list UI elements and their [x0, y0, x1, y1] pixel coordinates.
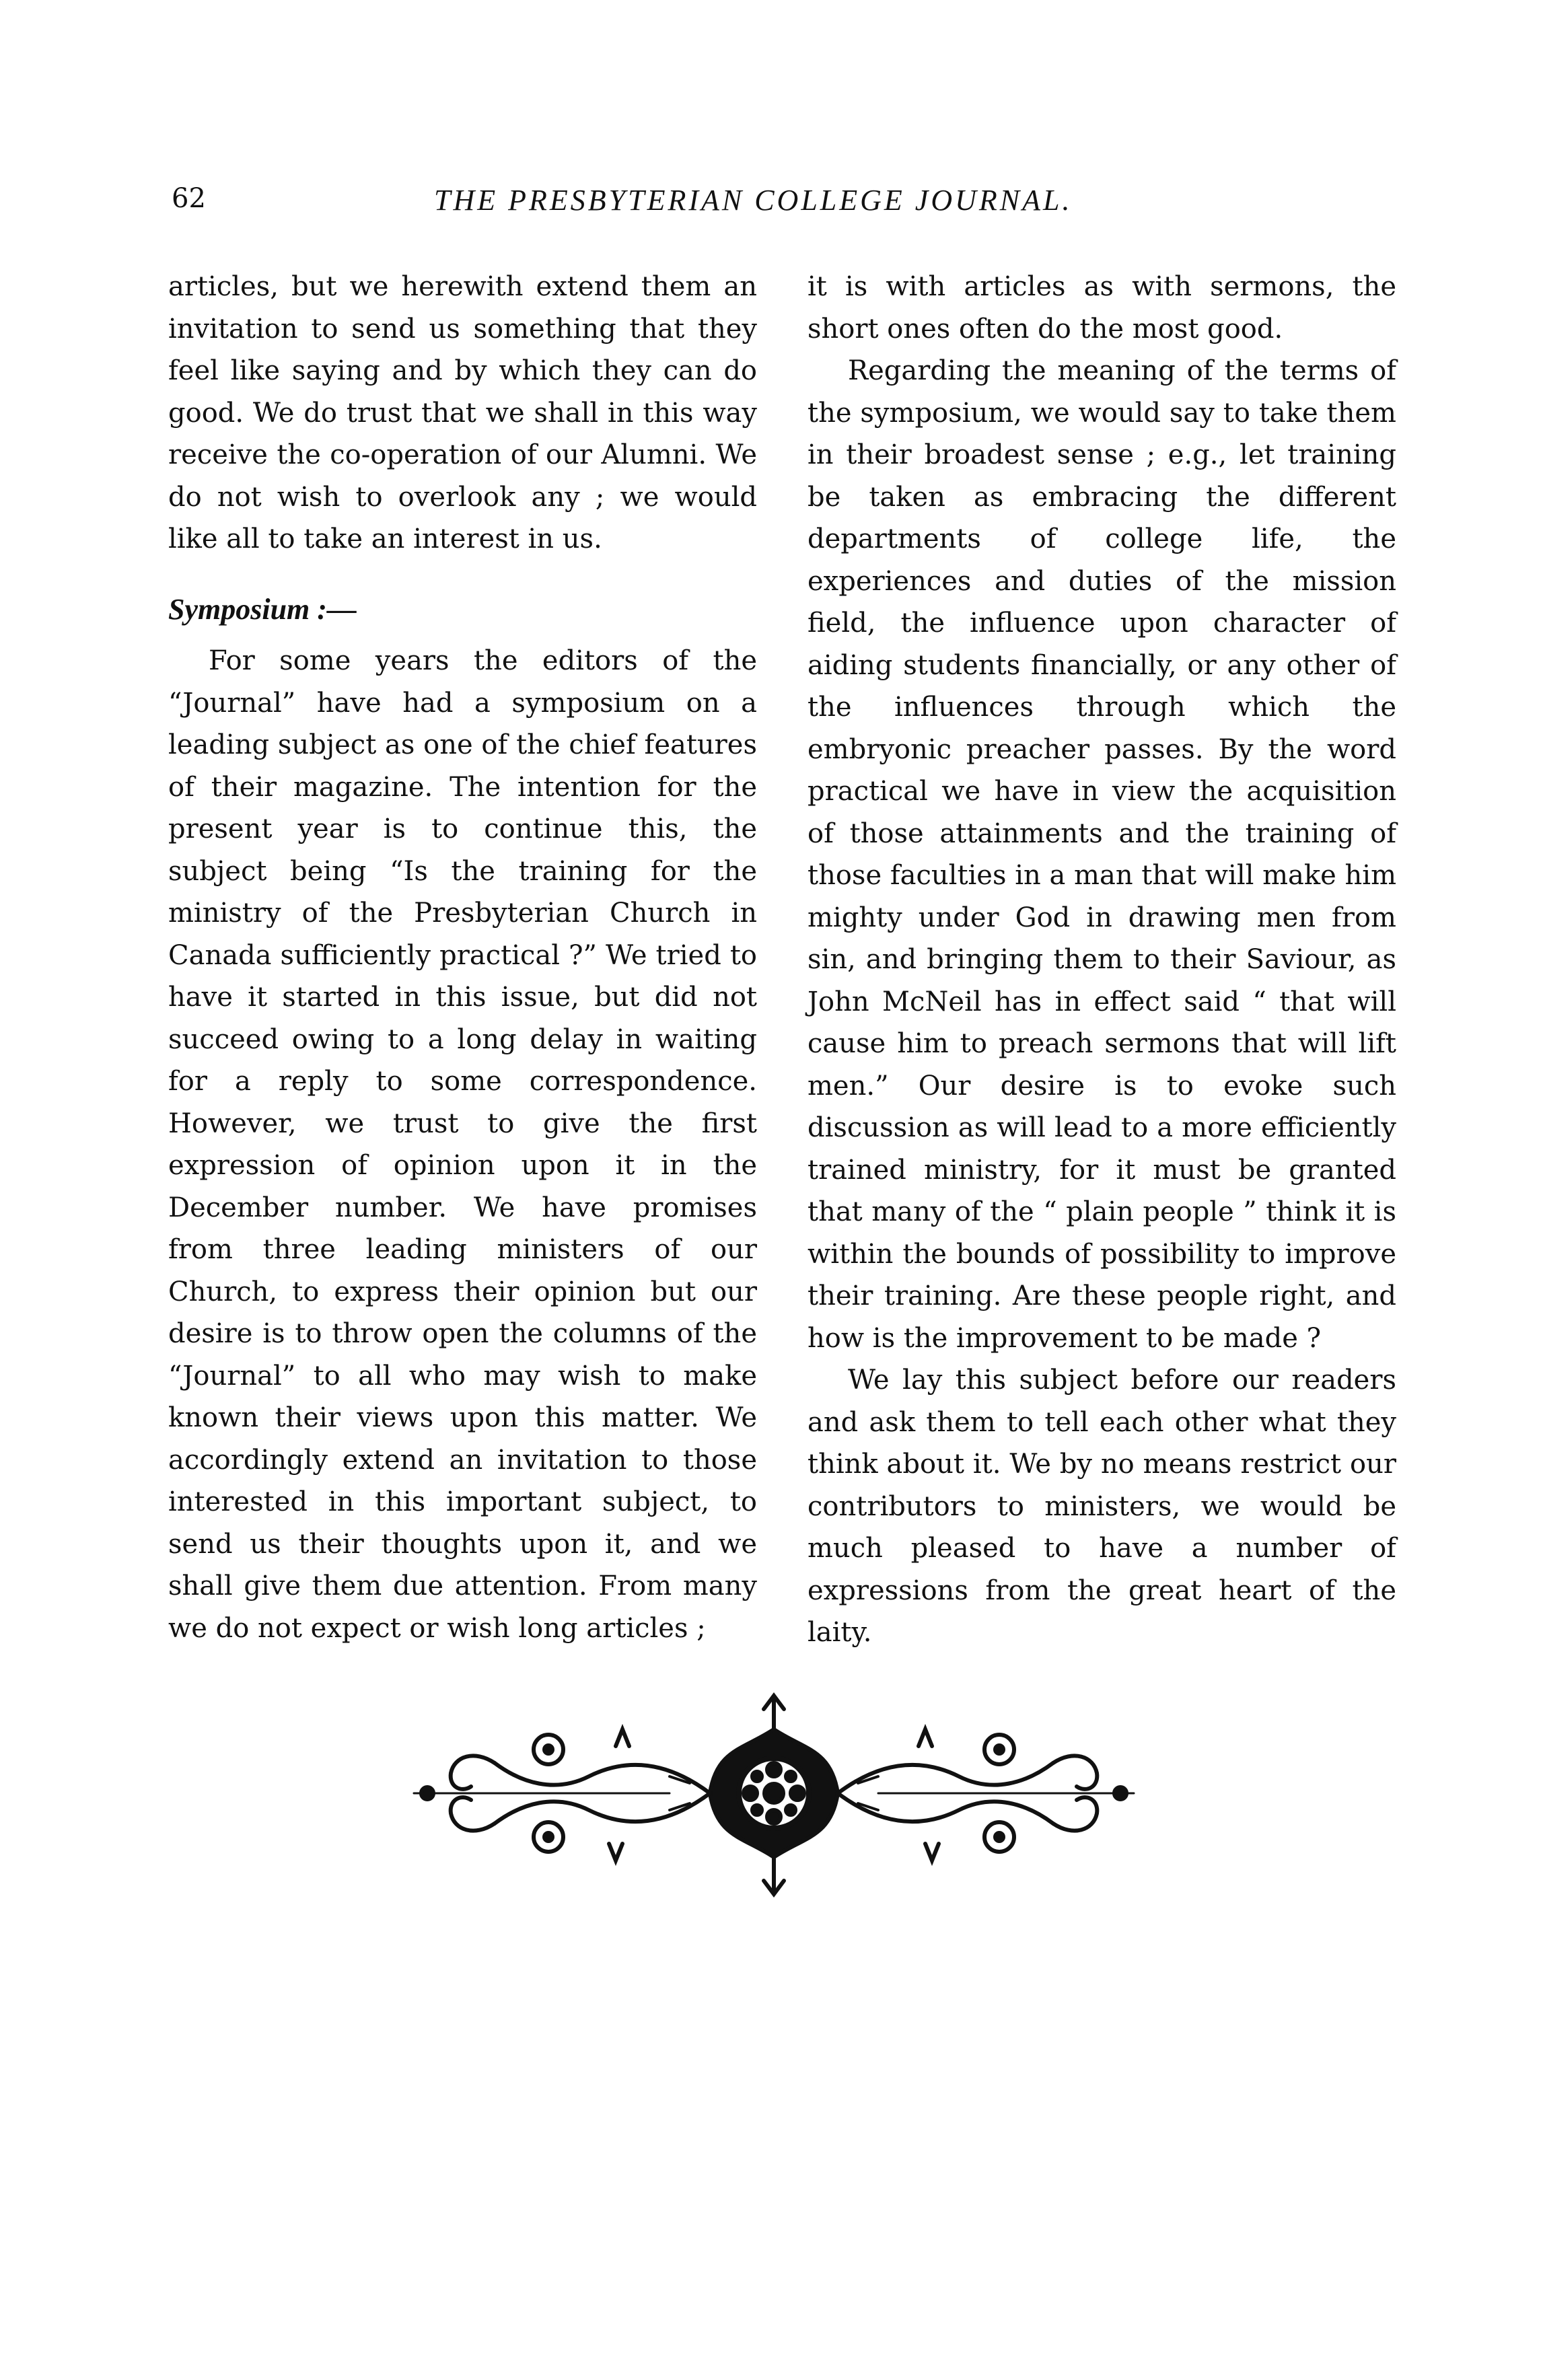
right-column: [808, 266, 1396, 1654]
left-paragraph-continued: articles, but we herewith extend them an invitation to send us something that they feel like saying and by which they can do good. We do trust that we shall in this way receive the co-operation of our Alumni. We do not wish to overlook any ; we would like all to take an interest in us.: [168, 271, 757, 554]
right-paragraph-continued: it is with articles as with sermons, the short ones often do the most good.: [808, 271, 1396, 345]
right-paragraph-terms: Regarding the meaning of the terms of the symposium, we would say to take them in their broadest sense ; e.g., let training be taken as embracing the different departments of college life, the experiences and duties of the mission field, the influence upon character of aiding students financially, or any other of the influences through which the embryonic preacher passes. By the word practical we have in view the acquisition of those attainments and the training of those faculties in a man that will make him mighty under God in drawing men from sin, and bringing them to their Saviour, as John McNeil has in effect said “ that will cause him to preach sermons that will lift men.” Our desire is to evoke such discussion as will lead to a more efficiently trained ministry, for it must be granted that many of the “ plain people ” think it is within the bounds of possibility to improve their training. Are these people right, and how is the improvement to be made ?: [808, 355, 1396, 1354]
left-column: [168, 266, 757, 1649]
section-heading-symposium: Symposium :—: [168, 592, 357, 626]
right-paragraph-readers: We lay this subject before our readers and ask them to tell each other what they think about it. We by no means restrict our contributors to ministers, we would be much pleased to have a number of expressions from the great heart of the laity.: [808, 1365, 1396, 1648]
left-paragraph-symposium: For some years the editors of the “Journal” have had a symposium on a leading subject as one of the chief features of their magazine. The intention for the present year is to continue this, the subject being “Is the training for the ministry of the Presbyterian Church in Canada sufficiently practical ?” We tried to have it started in this issue, but did not succeed owing to a long delay in waiting for a reply to some correspondence. However, we trust to give the first expression of opinion upon it in the December number. We have promises from three leading ministers of our Church, to express their opinion but our desire is to throw open the columns of the “Journal” to all who may wish to make known their views upon this matter. We accordingly extend an invitation to those interested in this important subject, to send us their thoughts upon it, and we shall give them due attention. From many we do not expect or wish long articles ;: [168, 645, 757, 1644]
running-title: THE PRESBYTERIAN COLLEGE JOURNAL.: [434, 184, 1073, 217]
page-header: [172, 183, 1410, 230]
page-number: 62: [172, 183, 206, 214]
floral-tailpiece-ornament-icon: [387, 1682, 1161, 1904]
